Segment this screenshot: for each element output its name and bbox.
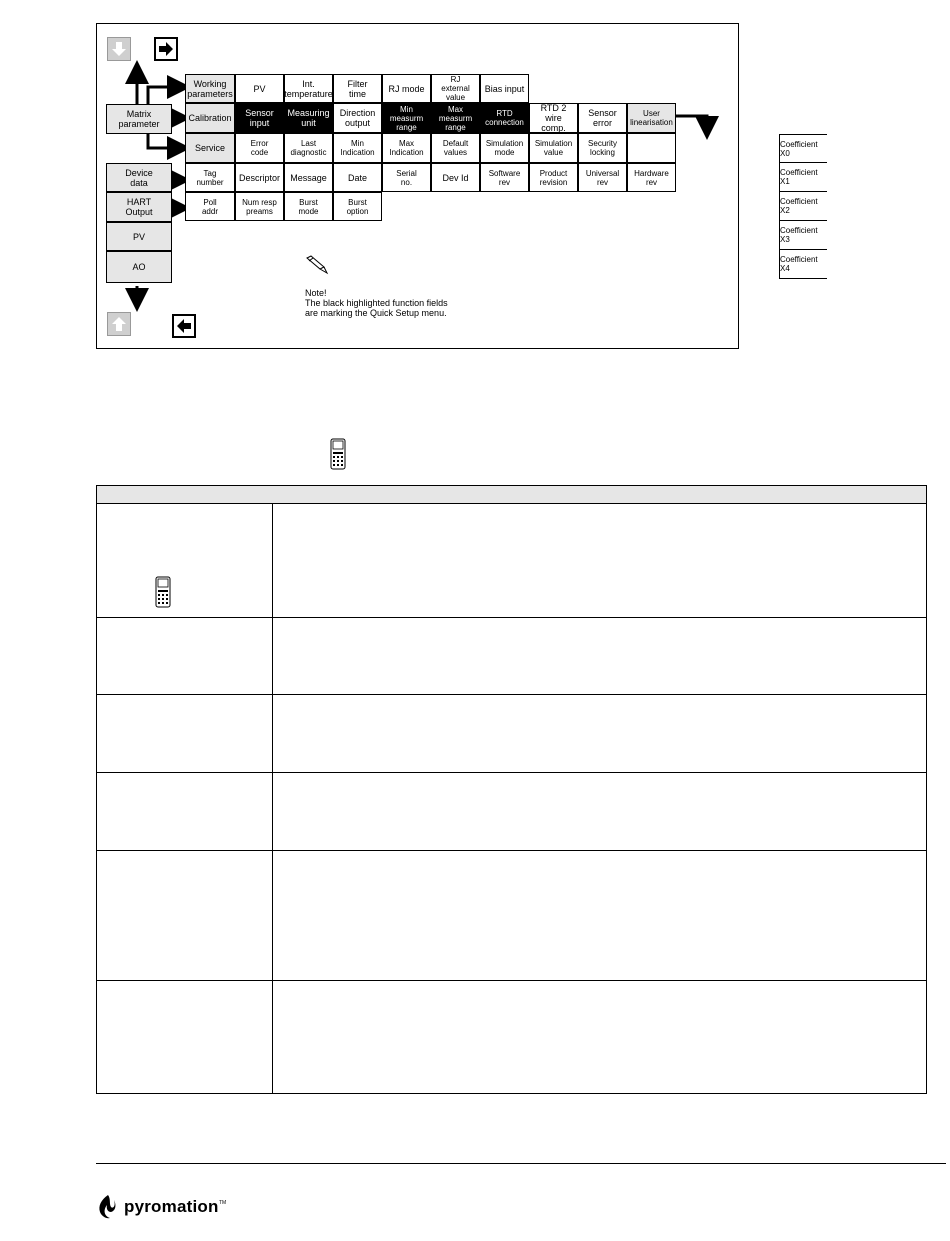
footer-divider — [96, 1163, 946, 1164]
handheld-terminal-icon — [155, 576, 171, 608]
measuring-unit-cell: Measuring unit — [284, 103, 333, 133]
dev-id-cell: Dev Id — [431, 163, 480, 192]
row-label-cell — [97, 851, 273, 980]
table-row — [97, 773, 926, 851]
simulation-value-cell: Simulation value — [529, 133, 578, 163]
max-indication-cell: Max Indication — [382, 133, 431, 163]
coefficient-x4-cell: Coefficient X4 — [779, 250, 827, 279]
product-revision-cell: Product revision — [529, 163, 578, 192]
menu-matrix-diagram — [96, 23, 818, 349]
simulation-mode-cell: Simulation mode — [480, 133, 529, 163]
flame-logo-icon — [96, 1194, 120, 1220]
row-label-cell — [97, 773, 273, 850]
num-resp-preams-cell: Num resp preams — [235, 192, 284, 221]
default-values-cell: Default values — [431, 133, 480, 163]
software-rev-cell: Software rev — [480, 163, 529, 192]
pv-function-cell: PV — [235, 74, 284, 103]
row-label-cell — [97, 504, 273, 617]
working-parameters-cell: Working parameters — [185, 74, 235, 103]
trademark-mark: TM — [219, 1200, 227, 1206]
pv-cell: PV — [106, 222, 172, 251]
bias-input-cell: Bias input — [480, 74, 529, 103]
serial-no-cell: Serial no. — [382, 163, 431, 192]
table-row — [97, 695, 926, 773]
coefficient-x0-cell: Coefficient X0 — [779, 134, 827, 163]
hart-output-cell: HART Output — [106, 192, 172, 222]
last-diagnostic-cell: Last diagnostic — [284, 133, 333, 163]
date-cell: Date — [333, 163, 382, 192]
table-row — [97, 981, 926, 1093]
device-data-cell: Device data — [106, 163, 172, 192]
table-row — [97, 618, 926, 695]
rtd-2-wire-comp-cell: RTD 2 wire comp. — [529, 103, 578, 133]
coefficient-x2-cell: Coefficient X2 — [779, 192, 827, 221]
note-line-2: are marking the Quick Setup menu. — [305, 308, 447, 318]
ao-cell: AO — [106, 251, 172, 283]
coefficient-x3-cell: Coefficient X3 — [779, 221, 827, 250]
service-cell: Service — [185, 133, 235, 163]
security-locking-cell: Security locking — [578, 133, 627, 163]
sensor-error-cell: Sensor error — [578, 103, 627, 133]
descriptor-cell: Descriptor — [235, 163, 284, 192]
direction-output-cell: Direction output — [333, 103, 382, 133]
max-measurm-range-cell: Max measurm range — [431, 103, 480, 133]
row-label-cell — [97, 618, 273, 694]
tag-number-cell: Tag number — [185, 163, 235, 192]
error-code-cell: Error code — [235, 133, 284, 163]
min-indication-cell: Min Indication — [333, 133, 382, 163]
calibration-cell: Calibration — [185, 103, 235, 133]
table-row — [97, 504, 926, 618]
handheld-terminal-icon — [330, 438, 346, 470]
min-measurm-range-cell: Min measurm range — [382, 103, 431, 133]
table-header — [97, 486, 926, 504]
burst-option-cell: Burst option — [333, 192, 382, 221]
rj-external-value-cell: RJ external value — [431, 74, 480, 103]
rj-mode-cell: RJ mode — [382, 74, 431, 103]
int-temperature-cell: Int. temperature — [284, 74, 333, 103]
hardware-rev-cell: Hardware rev — [627, 163, 676, 192]
note-text — [305, 288, 448, 318]
table-row — [97, 851, 926, 981]
pencil-note-icon — [305, 255, 329, 275]
row-label-cell — [97, 981, 273, 1093]
rtd-connection-cell: RTD connection — [480, 103, 529, 133]
empty-cell — [627, 133, 676, 163]
burst-mode-cell: Burst mode — [284, 192, 333, 221]
brand-logo-text: pyromation — [124, 1197, 219, 1216]
poll-addr-cell: Poll addr — [185, 192, 235, 221]
coefficient-x1-cell: Coefficient X1 — [779, 163, 827, 192]
filter-time-cell: Filter time — [333, 74, 382, 103]
note-title: Note! — [305, 288, 327, 298]
message-cell: Message — [284, 163, 333, 192]
user-linearisation-cell: User linearisation — [627, 103, 676, 133]
parameter-table — [96, 485, 927, 1094]
note-line-1: The black highlighted function fields — [305, 298, 448, 308]
row-label-cell — [97, 695, 273, 772]
matrix-parameter-cell: Matrix parameter — [106, 104, 172, 134]
universal-rev-cell: Universal rev — [578, 163, 627, 192]
sensor-input-cell: Sensor input — [235, 103, 284, 133]
